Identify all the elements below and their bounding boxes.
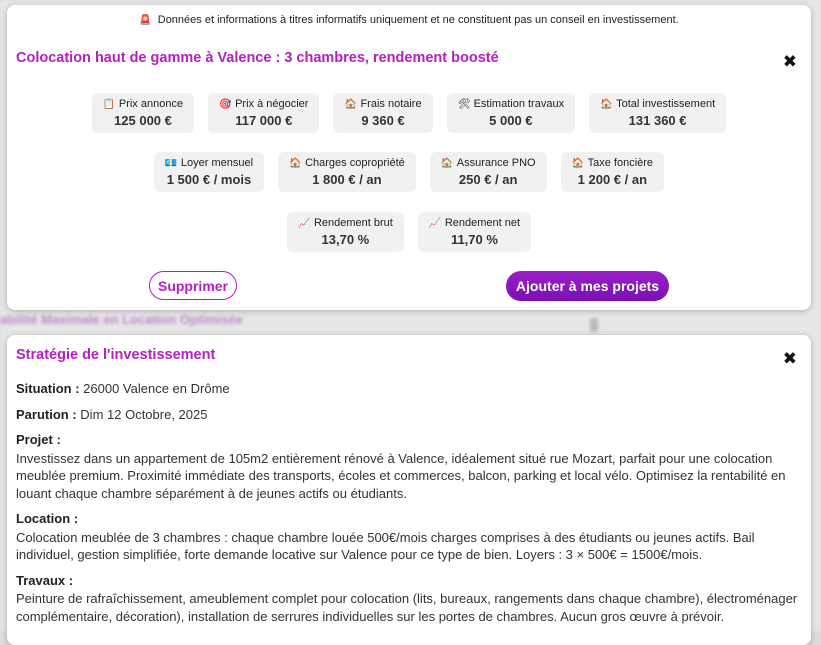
stat-value: 131 360 € xyxy=(628,113,687,128)
stat-label-row xyxy=(103,98,183,110)
stat-label-row xyxy=(429,217,520,229)
projet-label: Projet : xyxy=(16,432,61,447)
location-value: Colocation meublée de 3 chambres : chaque chambre louée 500€/mois charges comprises à des étudiants ou jeunes actifs. Bail individuel, gestion simplifiée, forte demande locative sur Valence pour ce type de bien. Loyers : 3 × 500€ = 1500€/mois. xyxy=(16,529,755,562)
travaux-field xyxy=(16,572,799,626)
travaux-value: Peinture de rafraîchissement, ameublement complet pour colocation (lits, bureaux, rangements dans chaque chambre), électroménager complémentaire, décoration), installation de serrures individuelles sur les portes de chambres. Aucun gros œuvre à prévoir. xyxy=(16,591,798,624)
strategy-title: Stratégie de l'investissement xyxy=(16,347,216,363)
parution-value: Dim 12 Octobre, 2025 xyxy=(80,406,208,422)
stat-label-row xyxy=(165,157,253,169)
background-heading: abilité Maximale en Location Optimisée xyxy=(0,312,243,327)
stat-value: 9 360 € xyxy=(361,113,405,128)
stat-value: 117 000 € xyxy=(235,113,293,128)
situation-field xyxy=(16,380,799,398)
stat-card xyxy=(447,93,575,133)
stat-label-row xyxy=(298,217,393,229)
stat-label: Prix annonce xyxy=(118,98,184,110)
warning-siren-icon: 🚨 xyxy=(139,15,152,26)
stat-label-row xyxy=(458,98,564,110)
stat-card xyxy=(208,93,319,133)
stat-card xyxy=(561,152,664,192)
listing-title: Colocation haut de gamme à Valence : 3 chambres, rendement boosté xyxy=(16,50,499,66)
notepad-icon: 📋 xyxy=(102,98,116,110)
stat-label: Assurance PNO xyxy=(456,157,536,169)
stat-value: 125 000 € xyxy=(114,113,172,128)
strategy-content xyxy=(16,380,799,633)
stats-row-yield xyxy=(7,212,811,252)
stat-value: 1 800 € / an xyxy=(312,172,382,187)
stat-value: 1 200 € / an xyxy=(577,172,648,187)
house-icon: 🏠 xyxy=(344,98,357,110)
stat-label-row xyxy=(289,157,405,169)
chart-up-icon: 📈 xyxy=(297,217,311,229)
stat-label: Rendement brut xyxy=(313,217,393,229)
location-field xyxy=(16,510,799,564)
disclaimer-text: Données et informations à titres informatifs uniquement et ne constituent pas un conseil en investissement. xyxy=(157,14,679,26)
stat-label: Taxe foncière xyxy=(587,157,654,169)
background-marker xyxy=(590,318,598,332)
stat-value: 5 000 € xyxy=(489,113,533,128)
location-label: Location : xyxy=(16,511,79,526)
house-icon: 🏠 xyxy=(289,157,302,169)
parution-field xyxy=(16,406,799,424)
stat-value: 1 500 € / mois xyxy=(166,172,252,187)
add-to-projects-button[interactable]: Ajouter à mes projets xyxy=(506,271,669,301)
stat-card xyxy=(333,93,432,133)
projet-value: Investissez dans un appartement de 105m2 entièrement rénové à Valence, idéalement situé rue Mozart, parfait pour une colocation meublée premium. Proximité immédiate des transports, écoles et commerces, balcon, parking et local vélo. Optimisez la rentabilité en louant chaque chambre séparément à de jeunes actifs ou étudiants. xyxy=(16,450,786,501)
house-icon: 🏠 xyxy=(600,98,613,110)
money-icon: 💶 xyxy=(164,157,178,169)
stat-label: Frais notaire xyxy=(360,98,422,110)
stat-label: Estimation travaux xyxy=(473,98,565,110)
projet-field xyxy=(16,431,799,502)
house-icon: 🏠 xyxy=(571,157,585,169)
stat-label-row xyxy=(441,157,536,169)
stat-label: Prix à négocier xyxy=(235,98,309,110)
stat-label-row xyxy=(344,98,421,110)
close-icon[interactable]: ✖ xyxy=(782,52,797,71)
stat-label: Loyer mensuel xyxy=(180,157,254,169)
tools-icon: 🛠 xyxy=(457,98,471,110)
stat-card xyxy=(589,93,726,133)
listing-modal xyxy=(7,5,811,310)
stat-label: Rendement net xyxy=(444,217,521,229)
chart-up-icon: 📈 xyxy=(428,217,442,229)
stat-label: Charges copropriété xyxy=(305,157,405,169)
house-icon: 🏠 xyxy=(440,157,454,169)
delete-button[interactable]: Supprimer xyxy=(149,271,237,300)
stat-card xyxy=(287,212,404,252)
stat-card xyxy=(418,212,531,252)
stat-value: 11,70 % xyxy=(450,232,498,247)
situation-value: 26000 Valence en Drôme xyxy=(83,381,230,396)
stat-label-row xyxy=(600,98,715,110)
stat-label-row xyxy=(572,157,653,169)
parution-label: Parution : xyxy=(16,406,77,422)
stat-value: 250 € / an xyxy=(458,172,518,187)
travaux-label: Travaux : xyxy=(16,572,74,588)
close-icon[interactable]: ✖ xyxy=(782,349,797,368)
stat-card xyxy=(430,152,547,192)
strategy-panel xyxy=(7,335,811,645)
target-icon: 🎯 xyxy=(219,98,232,110)
stat-card xyxy=(92,93,194,133)
disclaimer xyxy=(7,14,811,26)
stat-label: Total investissement xyxy=(616,98,716,110)
stats-row-costs xyxy=(7,93,811,133)
stats-row-charges xyxy=(7,152,811,192)
situation-label: Situation : xyxy=(16,381,80,396)
stat-card xyxy=(154,152,264,192)
stat-label-row xyxy=(219,98,308,110)
stat-card xyxy=(278,152,416,192)
stat-value: 13,70 % xyxy=(321,232,370,247)
